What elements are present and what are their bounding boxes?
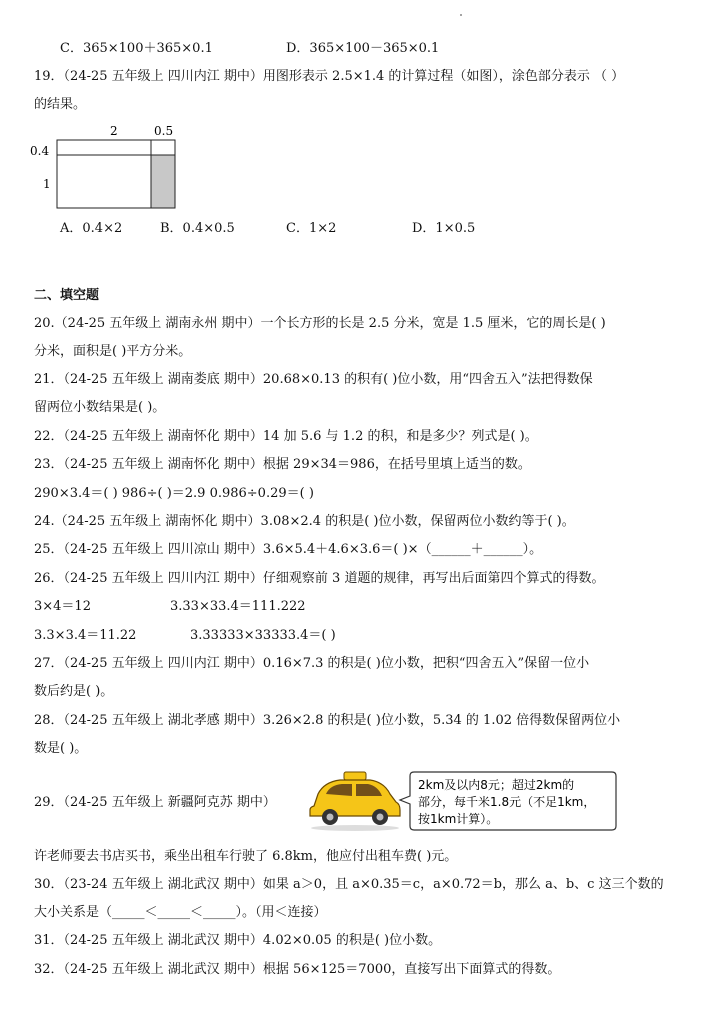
q19-option-b: B．0.4×0.5 bbox=[160, 221, 235, 236]
q21-line1: 21．（24-25 五年级上 湖南娄底 期中）20.68×0.13 的积有( )位小数，用“四舍五入”法把得数保 bbox=[34, 372, 593, 387]
q26-eq1: 3×4＝12 bbox=[34, 599, 91, 614]
q26-line1: 26．（24-25 五年级上 四川内江 期中）仔细观察前 3 道题的规律，再写出后面第四个算式的得数。 bbox=[34, 571, 605, 586]
q31-line1: 31．（24-25 五年级上 湖北武汉 期中）4.02×0.05 的积是( )位小数。 bbox=[34, 933, 442, 948]
q22-line1: 22．（24-25 五年级上 湖南怀化 期中）14 加 5.6 与 1.2 的积，和是多少？列式是( )。 bbox=[34, 429, 538, 444]
q26-eq3: 3.3×3.4＝11.22 bbox=[34, 628, 137, 643]
q23-line2: 290×3.4＝( ) 986÷( )＝2.9 0.986÷0.29＝( ) bbox=[34, 486, 314, 501]
q25-line1: 25．（24-25 五年级上 四川凉山 期中）3.6×5.4＋4.6×3.6＝( )×（______＋______）。 bbox=[34, 542, 543, 557]
bubble-text-line1: 2km及以内8元；超过2km的 bbox=[418, 778, 575, 792]
q18-option-d: D．365×100－365×0.1 bbox=[286, 41, 440, 56]
diagram-label-side-top: 0.4 bbox=[30, 144, 50, 158]
q29-line1: 29．（24-25 五年级上 新疆阿克苏 期中） bbox=[34, 795, 276, 810]
q30-line1: 30．（23-24 五年级上 湖北武汉 期中）如果 a＞0，且 a×0.35＝c，a×0.72＝b，那么 a、b、c 这三个数的 bbox=[34, 877, 664, 892]
q19-question-line2: 的结果。 bbox=[34, 97, 87, 112]
page-dot bbox=[460, 14, 462, 16]
q20-line1: 20.（24-25 五年级上 湖南永州 期中）一个长方形的长是 2.5 分米，宽是 1.5 厘米，它的周长是( ) bbox=[34, 316, 606, 331]
diagram-label-top-right: 0.5 bbox=[154, 124, 174, 138]
q28-line1: 28．（24-25 五年级上 湖北孝感 期中）3.26×2.8 的积是( )位小数，5.34 的 1.02 倍得数保留两位小 bbox=[34, 713, 621, 728]
q18-option-c: C．365×100＋365×0.1 bbox=[60, 41, 213, 56]
section-title-fill-in: 二、填空题 bbox=[34, 288, 100, 303]
q26-eq4: 3.33333×33333.4＝( ) bbox=[190, 628, 336, 643]
q24-line1: 24.（24-25 五年级上 湖南怀化 期中）3.08×2.4 的积是( )位小数，保留两位小数约等于( )。 bbox=[34, 514, 575, 529]
q27-line1: 27．（24-25 五年级上 四川内江 期中）0.16×7.3 的积是( )位小数，把积“四舍五入”保留一位小 bbox=[34, 656, 590, 671]
fare-speech-bubble bbox=[400, 772, 616, 830]
q30-line2: 大小关系是（_____＜_____＜_____）。（用＜连接） bbox=[34, 905, 327, 920]
q19-option-d: D．1×0.5 bbox=[412, 221, 476, 236]
bubble-text-line2: 部分，每千米1.8元（不足1km， bbox=[418, 795, 596, 809]
q21-line2: 留两位小数结果是( )。 bbox=[34, 400, 166, 415]
q20-line2: 分米，面积是( )平方分米。 bbox=[34, 344, 192, 359]
q28-line2: 数是( )。 bbox=[34, 741, 88, 756]
q19-question-line1: 19．（24-25 五年级上 四川内江 期中）用图形表示 2.5×1.4 的计算过程（如图），涂色部分表示 （ ） bbox=[34, 69, 625, 84]
bubble-text-line3: 按1km计算）。 bbox=[418, 812, 499, 826]
taxi-icon bbox=[310, 772, 400, 831]
diagram-label-side-bottom: 1 bbox=[43, 177, 51, 191]
taxi-fare-illustration bbox=[304, 770, 620, 834]
q27-line2: 数后约是( )。 bbox=[34, 684, 114, 699]
diagram-shaded-region bbox=[151, 155, 175, 208]
area-model-diagram bbox=[30, 124, 190, 210]
q19-option-c: C．1×2 bbox=[286, 221, 337, 236]
q19-option-a: A．0.4×2 bbox=[60, 221, 123, 236]
diagram-label-top-left: 2 bbox=[110, 124, 118, 138]
q32-line1: 32．（24-25 五年级上 湖北武汉 期中）根据 56×125＝7000，直接写出下面算式的得数。 bbox=[34, 962, 561, 977]
q26-eq2: 3.33×33.4＝111.222 bbox=[170, 599, 306, 614]
q29-line2: 许老师要去书店买书，乘坐出租车行驶了 6.8km，他应付出租车费( )元。 bbox=[34, 849, 458, 864]
q23-line1: 23．（24-25 五年级上 湖南怀化 期中）根据 29×34＝986，在括号里填上适当的数。 bbox=[34, 457, 531, 472]
